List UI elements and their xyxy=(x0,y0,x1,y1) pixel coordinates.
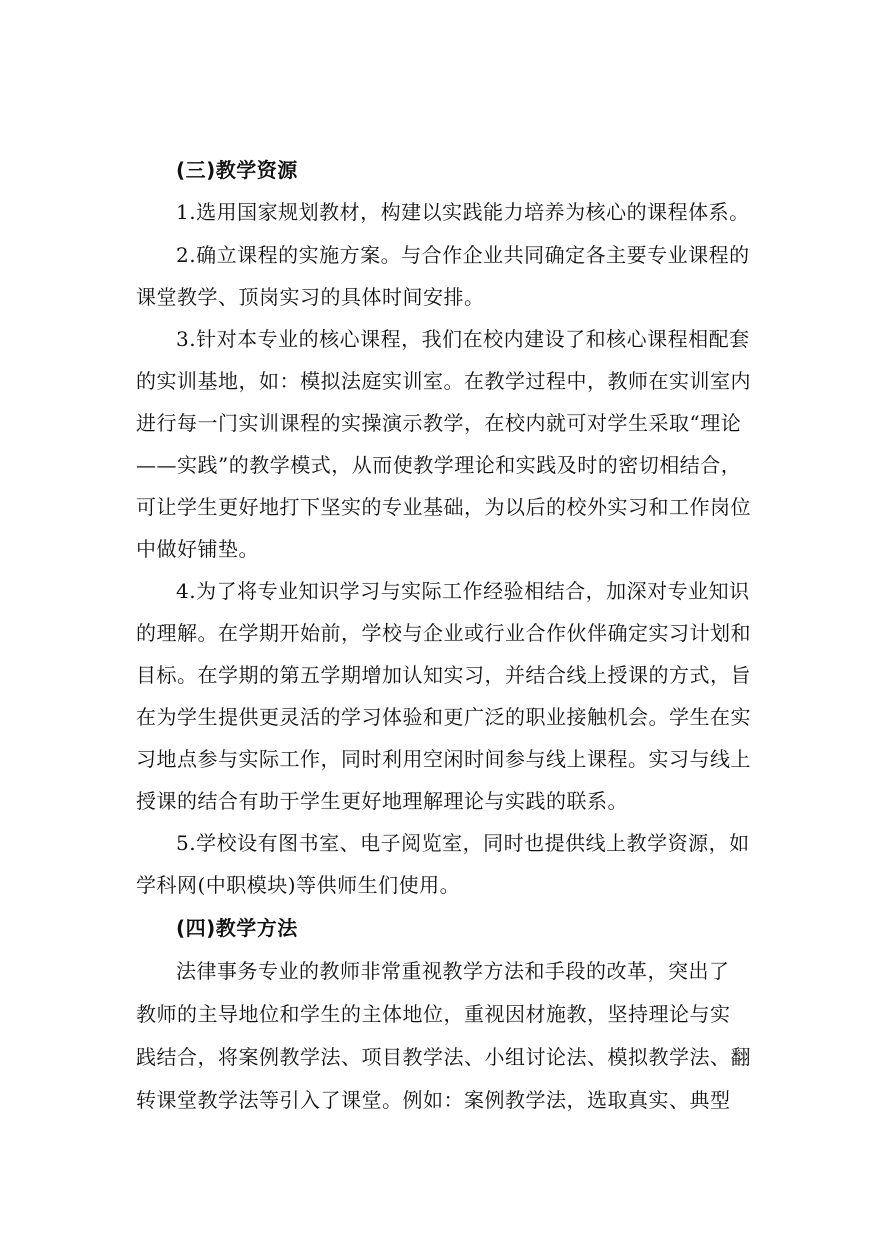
paragraph-line: 进行每一门实训课程的实操演示教学，在校内就可对学生采取“理论 xyxy=(136,411,742,435)
paragraph-line: 可让学生更好地打下坚实的专业基础，为以后的校外实习和工作岗位 xyxy=(136,495,751,519)
paragraph-line: 目标。在学期的第五学期增加认知实习，并结合线上授课的方式，旨 xyxy=(136,663,751,687)
section-heading-teaching-methods: (四)教学方法 xyxy=(176,916,298,940)
paragraph-line: 4.为了将专业知识学习与实际工作经验相结合，加深对专业知识 xyxy=(176,579,750,603)
paragraph-line: 法律事务专业的教师非常重视教学方法和手段的改革，突出了 xyxy=(176,959,730,983)
paragraph-line: 的实训基地，如：模拟法庭实训室。在教学过程中，教师在实训室内 xyxy=(136,369,751,393)
paragraph-line: 中做好铺垫。 xyxy=(136,537,259,561)
paragraph-line: 2.确立课程的实施方案。与合作企业共同确定各主要专业课程的 xyxy=(176,243,750,267)
paragraph-line: 转课堂教学法等引入了课堂。例如：案例教学法，选取真实、典型 xyxy=(136,1088,731,1112)
paragraph-line: 课堂教学、顶岗实习的具体时间安排。 xyxy=(136,285,485,309)
section-heading-teaching-resources: (三)教学资源 xyxy=(176,158,298,182)
paragraph-line: 3.针对本专业的核心课程，我们在校内建设了和核心课程相配套 xyxy=(176,327,750,351)
paragraph-line: 践结合，将案例教学法、项目教学法、小组讨论法、模拟教学法、翻 xyxy=(136,1045,751,1069)
paragraph-line: 教师的主导地位和学生的主体地位，重视因材施教，坚持理论与实 xyxy=(136,1002,731,1026)
paragraph-line: 5.学校设有图书室、电子阅览室，同时也提供线上教学资源，如 xyxy=(176,831,750,855)
paragraph-line: 学科网(中职模块)等供师生们使用。 xyxy=(136,873,461,897)
paragraph-line: 1.选用国家规划教材，构建以实践能力培养为核心的课程体系。 xyxy=(176,200,750,224)
paragraph-line: 在为学生提供更灵活的学习体验和更广泛的职业接触机会。学生在实 xyxy=(136,705,751,729)
paragraph-line: 习地点参与实际工作，同时利用空闲时间参与线上课程。实习与线上 xyxy=(136,747,751,771)
paragraph-line: 的理解。在学期开始前，学校与企业或行业合作伙伴确定实习计划和 xyxy=(136,621,751,645)
paragraph-line: ——实践”的教学模式，从而使教学理论和实践及时的密切相结合， xyxy=(136,453,742,477)
paragraph-line: 授课的结合有助于学生更好地理解理论与实践的联系。 xyxy=(136,789,628,813)
